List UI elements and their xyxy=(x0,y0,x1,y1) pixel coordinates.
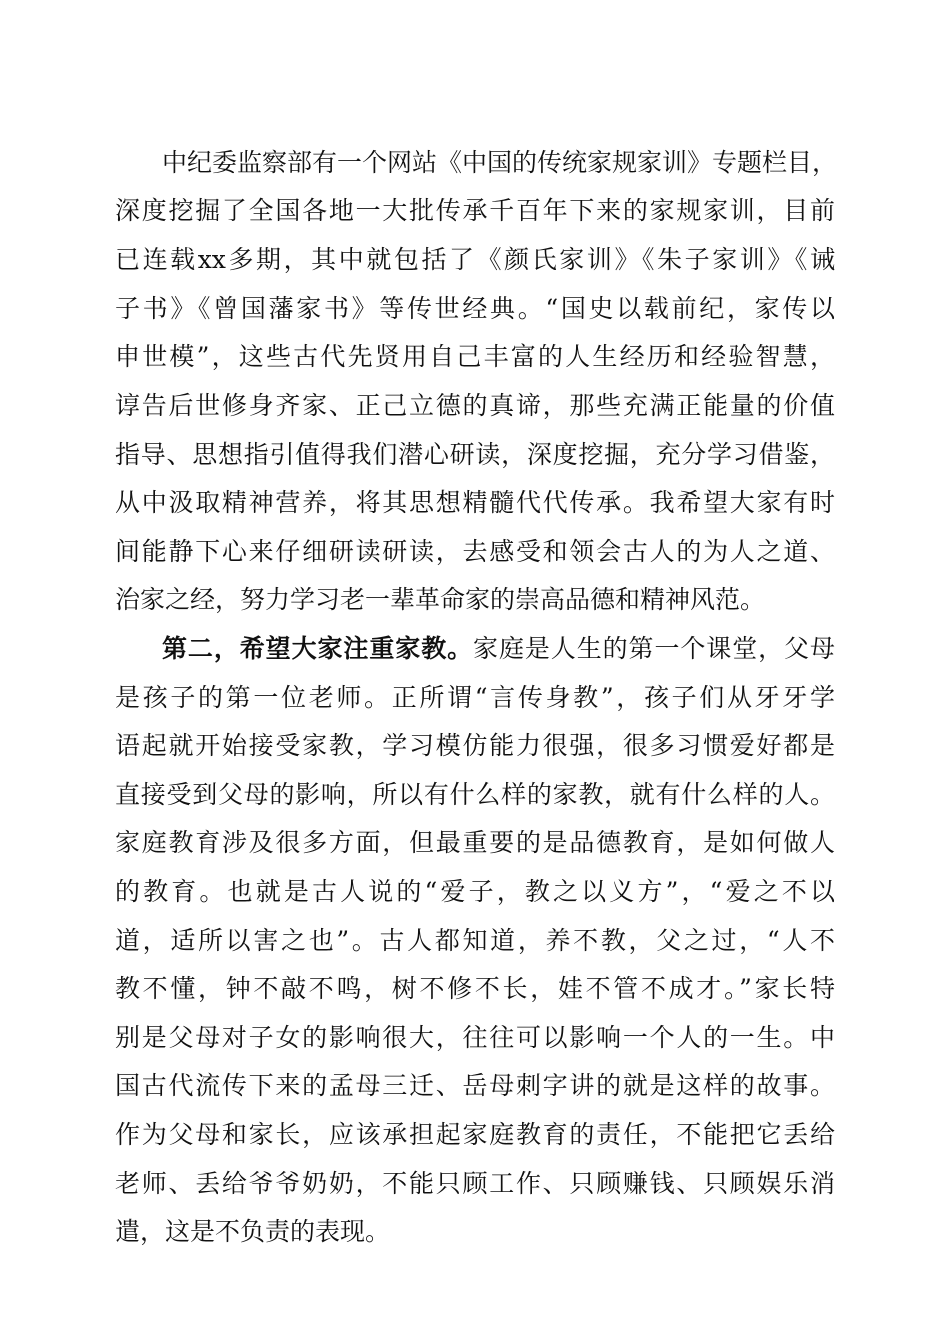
paragraph-2-line-4: 直接受到父母的影响，所以有什么样的家教，就有什么样的人。 xyxy=(115,780,835,809)
paragraph-2-line-8: 教不懂，钟不敲不鸣，树不修不长，娃不管不成才。”家长特 xyxy=(115,974,835,1003)
paragraph-2-line-6: 的教育。也就是古人说的“爱子，教之以义方”，“爱之不以 xyxy=(115,877,835,906)
paragraph-2-first-line-text: 家庭是人生的第一个课堂，父母 xyxy=(473,634,835,663)
paragraph-1-line-5: 申世模”，这些古代先贤用自己丰富的人生经历和经验智慧， xyxy=(115,342,835,371)
paragraph-2-line-10: 国古代流传下来的孟母三迁、岳母刺字讲的就是这样的故事。 xyxy=(115,1071,835,1100)
paragraph-1-line-1: 中纪委监察部有一个网站《中国的传统家规家训》专题栏目， xyxy=(162,148,838,177)
paragraph-1-line-4: 子书》《曾国藩家书》等传世经典。“国史以载前纪，家传以 xyxy=(115,294,835,323)
paragraph-2-line-5: 家庭教育涉及很多方面，但最重要的是品德教育，是如何做人 xyxy=(115,828,835,857)
paragraph-2-line-12: 老师、丢给爷爷奶奶，不能只顾工作、只顾赚钱、只顾娱乐消 xyxy=(115,1169,835,1198)
paragraph-1-line-8: 从中汲取精神营养，将其思想精髓代代传承。我希望大家有时 xyxy=(115,488,835,517)
paragraph-1-line-9: 间能静下心来仔细研读研读，去感受和领会古人的为人之道、 xyxy=(115,537,835,566)
paragraph-1-line-7: 指导、思想指引值得我们潜心研读，深度挖掘，充分学习借鉴， xyxy=(115,440,835,469)
paragraph-2-line-1 xyxy=(162,629,835,669)
paragraph-2-line-7: 道，适所以害之也”。古人都知道，养不教，父之过，“人不 xyxy=(115,926,835,955)
paragraph-1-line-10: 治家之经，努力学习老一辈革命家的崇高品德和精神风范。 xyxy=(115,585,766,614)
paragraph-1-line-2: 深度挖掘了全国各地一大批传承千百年下来的家规家训，目前 xyxy=(115,196,835,225)
paragraph-2-line-9: 别是父母对子女的影响很大，往往可以影响一个人的一生。中 xyxy=(115,1023,835,1052)
paragraph-1-line-3: 已连载xx多期，其中就包括了《颜氏家训》《朱子家训》《诫 xyxy=(115,245,835,274)
paragraph-1-line-6: 谆告后世修身齐家、正己立德的真谛，那些充满正能量的价值 xyxy=(115,391,835,420)
paragraph-2-line-13: 遣，这是不负责的表现。 xyxy=(115,1217,391,1246)
paragraph-2-line-11: 作为父母和家长，应该承担起家庭教育的责任，不能把它丢给 xyxy=(115,1120,835,1149)
paragraph-2-heading: 第二，希望大家注重家教。 xyxy=(162,634,474,663)
paragraph-2-line-2: 是孩子的第一位老师。正所谓“言传身教”，孩子们从牙牙学 xyxy=(115,683,835,712)
paragraph-2-line-3: 语起就开始接受家教，学习模仿能力很强，很多习惯爱好都是 xyxy=(115,731,835,760)
